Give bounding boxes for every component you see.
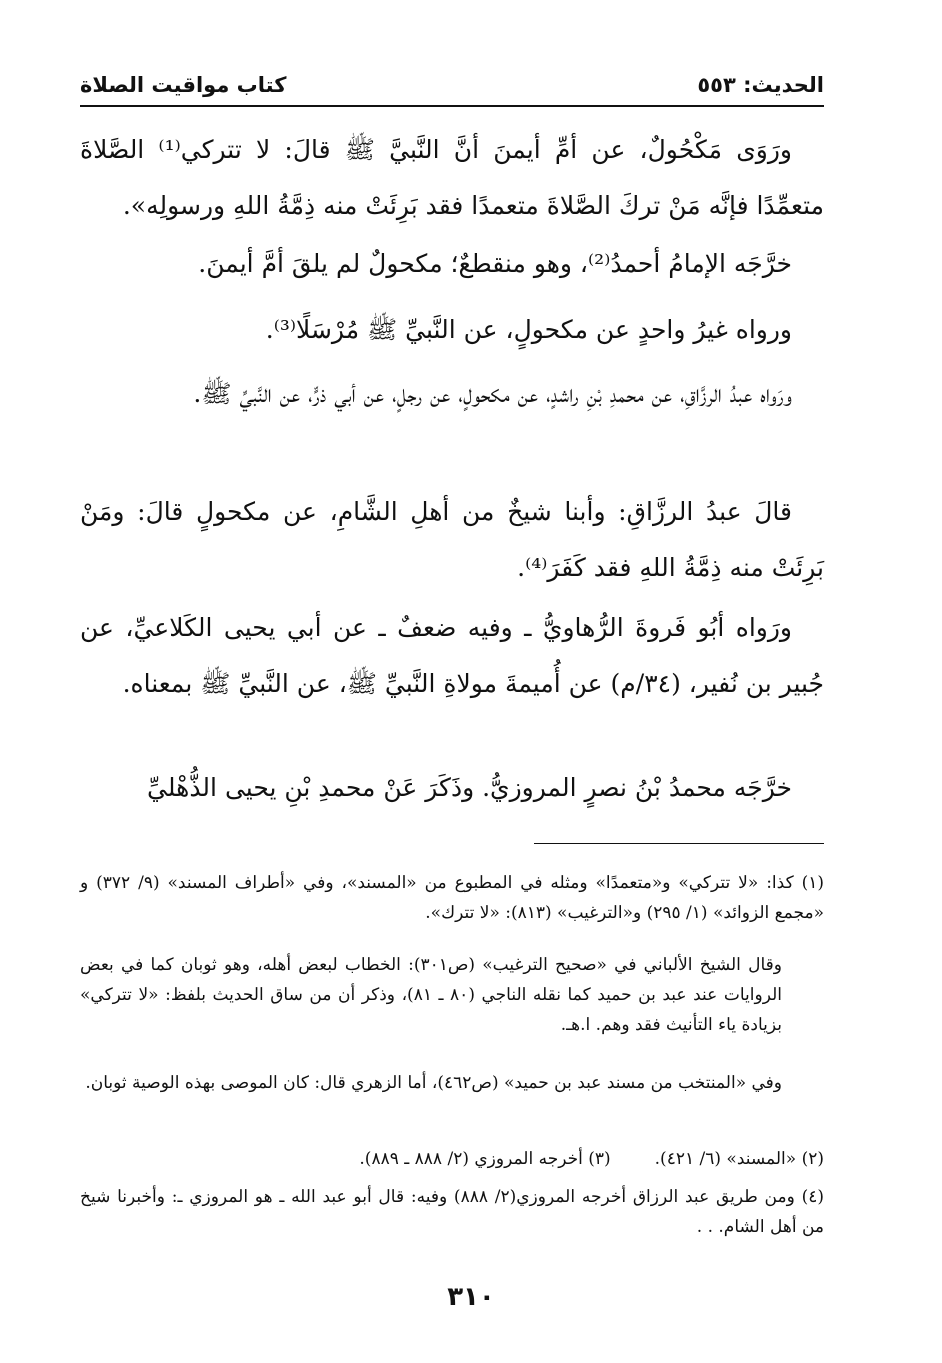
- body-paragraph: قالَ عبدُ الرزَّاقِ: وأبنا شيخٌ من أهلِ الشَّامِ، عن مكحولٍ قالَ: ومَنْ بَرِئَتْ منه ذِمَّةُ اللهِ فقد كَفَرَ⁽⁴⁾.: [80, 497, 824, 582]
- body-paragraph: ورواه غيرُ واحدٍ عن مكحولٍ، عن النَّبيِّ ﷺ مُرْسَلًا⁽³⁾.: [265, 315, 792, 344]
- body-paragraph: ورَوَى مَكْحُولٌ، عن أمِّ أيمنَ أنَّ النَّبيَّ ﷺ قالَ: لا تتركي⁽¹⁾ الصَّلاةَ متعمِّدًا فإنَّه مَنْ تركَ الصَّلاةَ متعمدًا فقد بَرِئَتْ منه ذِمَّةُ اللهِ ورسولِه».: [80, 135, 824, 220]
- footnotes-2-3-row: [80, 1144, 824, 1174]
- footnote-4: (٤) ومن طريق عبد الرزاق أخرجه المروزي(٢/ ٨٨٨) وفيه: قال أبو عبد الله ـ هو المروزي ـ: وأخبرنا شيخ من أهل الشام. . .: [80, 1187, 824, 1237]
- footnote-1-continuation: وفي «المنتخب من مسند عبد بن حميد» (ص٤٦٢)، أما الزهري قال: كان الموصى بهذه الوصية ثوبان.: [85, 1073, 782, 1093]
- running-header: [80, 68, 824, 102]
- header-rule: [80, 105, 824, 107]
- footnote-separator: [534, 843, 824, 844]
- footnote-2: (٢) «المسند» (٦/ ٤٢١).: [654, 1149, 824, 1169]
- body-paragraph: خرَّجَه محمدُ بْنُ نصرٍ المروزيُّ. وذَكَرَ عَنْ محمدِ بْنِ يحيى الذُّهْليِّ: [147, 773, 792, 802]
- body-paragraph: ورَواه عبدُ الرزَّاقِ، عن محمدِ بْنِ راشدٍ، عن مكحولٍ، عن رجلٍ، عن أبي ذرٍّ، عن النَّبيِّ ﷺ.: [193, 379, 792, 408]
- footnote-1: (١) كذا: «لا تتركي» و«متعمدًا» ومثله في المطبوع من «المسند»، وفي «أطراف المسند» (٩/ ٣٧٢) و «مجمع الزوائد» (١/ ٢٩٥) و«الترغيب» (٨١٣): «لا تترك».: [80, 873, 824, 923]
- footnote-1-continuation: وقال الشيخ الألباني في «صحيح الترغيب» (ص٣٠١): الخطاب لبعض أهله، وهو ثوبان كما في بعض الروايات عند عبد بن حميد كما نقله الناجي (٨٠ ـ ٨١)، وذكر أن من ساق الحديث بلفظ: «لا تتركي» بزيادة ياء التأنيث فقد وهم. ا.هـ.: [80, 955, 782, 1035]
- hadith-number: الحديث: ٥٥٣: [697, 73, 824, 97]
- footnote-3: (٣) أخرجه المروزي (٢/ ٨٨٨ ـ ٨٨٩).: [359, 1149, 611, 1169]
- body-paragraph: ورَواه أبُو فَروةَ الرُّهاويُّ ـ وفيه ضعفٌ ـ عن أبي يحيى الكَلاعيِّ، عن جُبير بن نُفير، (٣٤/م) عن أُميمةَ مولاةِ النَّبيِّ ﷺ، عن النَّبيِّ ﷺ بمعناه.: [80, 613, 824, 698]
- book-title: كتاب مواقيت الصلاة: [80, 73, 287, 97]
- body-paragraph: خرَّجَه الإمامُ أحمدُ⁽²⁾، وهو منقطعٌ؛ مكحولٌ لم يلقَ أمَّ أيمنَ.: [198, 249, 792, 278]
- page-number: ٣١٠: [447, 1282, 495, 1312]
